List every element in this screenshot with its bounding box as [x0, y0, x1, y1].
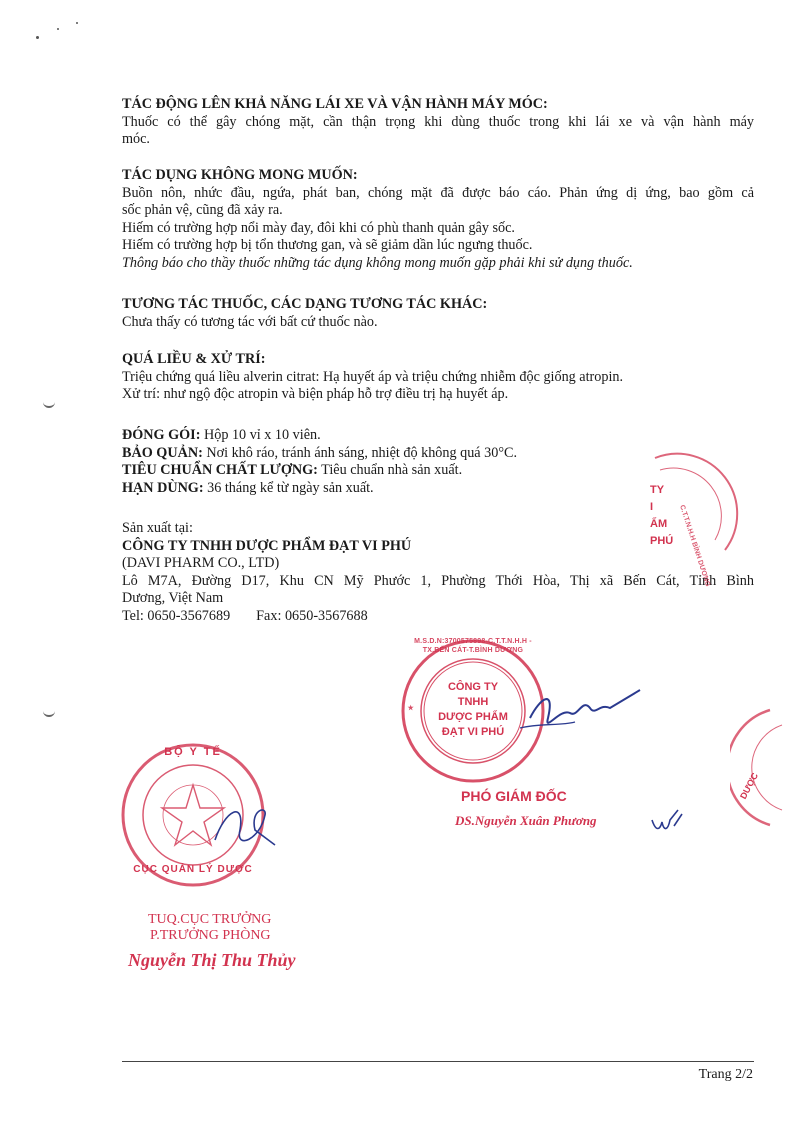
company-stamp-line: CÔNG TY — [447, 681, 499, 693]
section-interactions — [122, 296, 754, 331]
authority-line: P.TRƯỞNG PHÒNG — [150, 928, 271, 943]
company-stamp-line: DƯỢC PHẨM — [438, 711, 508, 723]
manufacturer-company: CÔNG TY TNHH DƯỢC PHẨM ĐẠT VI PHÚ — [122, 537, 412, 554]
standard-label: TIÊU CHUẨN CHẤT LƯỢNG: — [122, 462, 318, 478]
packing-label: ĐÓNG GÓI: — [122, 427, 201, 443]
section-title: TÁC ĐỘNG LÊN KHẢ NĂNG LÁI XE VÀ VẬN HÀNH MÁY MÓC: — [122, 96, 548, 112]
company-stamp-line: TNHH — [457, 696, 489, 708]
paragraph-line: Hiếm có trường hợp bị tổn thương gan, và sẽ giảm dần lúc ngưng thuốc. — [122, 237, 533, 253]
paragraph-line: Buồn nôn, nhức đầu, ngứa, phát ban, chóng mặt đã được báo cáo. Phản ứng dị ứng, bao gồm cả — [122, 184, 754, 201]
storage-label: BẢO QUẢN: — [122, 444, 203, 461]
punch-hole-mark — [43, 398, 55, 408]
ministry-signature — [205, 790, 285, 860]
section-title: TÁC DỤNG KHÔNG MONG MUỐN: — [122, 167, 358, 183]
footer-rule — [122, 1061, 754, 1062]
side-stamp-line: PHÚ — [650, 535, 674, 547]
expiry-value: 36 tháng kể từ ngày sản xuất. — [203, 479, 374, 496]
paragraph-line: móc. — [122, 131, 150, 147]
authority-block — [128, 912, 348, 970]
paragraph-line: Thuốc có thể gây chóng mặt, cần thận trọng khi dùng thuốc trong khi lái xe và vận hành máy — [122, 113, 754, 130]
company-stamp-ring-text: M.S.D.N:3700575898-C.T.T.N.H.H - TX.BẾN CÁT-T.BÌNH DƯƠNG — [414, 638, 532, 654]
storage-value: Nơi khô ráo, tránh ánh sáng, nhiệt độ không quá 30°C. — [202, 444, 518, 461]
edge-stamp-ring-text: DƯỢC — [738, 771, 761, 801]
section-driving — [122, 96, 754, 149]
side-company-stamp — [630, 440, 740, 588]
standard-value: Tiêu chuẩn nhà sản xuất. — [317, 462, 463, 478]
page-number: Trang 2/2 — [698, 1067, 753, 1082]
scan-dot — [57, 28, 59, 30]
paragraph-line: Chưa thấy có tương tác với bất cứ thuốc nào. — [122, 313, 378, 330]
paragraph-line: Xử trí: như ngộ độc atropin và biện pháp hỗ trợ điều trị hạ huyết áp. — [122, 386, 509, 402]
contact-row — [122, 608, 754, 626]
fax-number: Fax: 0650-3567688 — [256, 607, 368, 624]
company-stamp-line: ĐẠT VI PHÚ — [441, 726, 505, 738]
side-stamp-line: I — [650, 501, 654, 513]
section-title: QUÁ LIỀU & XỬ TRÍ: — [122, 351, 266, 367]
director-block — [455, 788, 655, 838]
scan-dot — [36, 36, 39, 39]
manufacturer-intro: Sản xuất tại: — [122, 520, 193, 536]
notice-line: Thông báo cho thầy thuốc những tác dụng không mong muốn gặp phải khi sử dụng thuốc. — [122, 254, 633, 271]
director-name: DS.Nguyễn Xuân Phương — [455, 813, 597, 828]
ministry-stamp-ring-text: BỘ Y TẾ — [164, 746, 222, 758]
scan-dot — [76, 22, 78, 24]
manufacturer-company-en: (DAVI PHARM CO., LTD) — [122, 555, 280, 571]
edge-stamp — [730, 700, 799, 830]
director-title: PHÓ GIÁM ĐỐC — [461, 788, 567, 804]
manufacturer-address: Lô M7A, Đường D17, Khu CN Mỹ Phước 1, Phường Thới Hòa, Thị xã Bến Cát, Tỉnh Bình — [122, 572, 754, 589]
packing-value: Hộp 10 vỉ x 10 viên. — [200, 427, 321, 443]
svg-text:★: ★ — [405, 703, 417, 713]
paragraph-line: Triệu chứng quá liều alverin citrat: Hạ huyết áp và triệu chứng nhiễm độc giống atropin. — [122, 368, 624, 385]
director-signature — [500, 678, 650, 748]
side-stamp-line: TY — [650, 484, 665, 496]
side-stamp-ring-text: C.T.T.N.H.H BÌNH DƯƠNG — [678, 504, 712, 588]
authority-name: Nguyễn Thị Thu Thủy — [128, 950, 296, 970]
section-side-effects — [122, 167, 754, 272]
stamp-seal-graphic — [730, 700, 799, 830]
side-stamp-text — [650, 482, 680, 550]
side-stamp-line: ẨM — [650, 518, 668, 530]
punch-hole-mark — [43, 707, 55, 717]
paragraph-line: sốc phản vệ, cũng đã xảy ra. — [122, 202, 283, 218]
tel-number: Tel: 0650-3567689 — [122, 607, 231, 624]
expiry-label: HẠN DÙNG: — [122, 479, 204, 496]
section-overdose — [122, 351, 754, 404]
paragraph-line: Hiếm có trường hợp nổi mày đay, đôi khi có phù thanh quản gây sốc. — [122, 219, 515, 236]
ministry-stamp-bottom-text: CỤC QUẢN LÝ DƯỢC — [133, 864, 253, 875]
manufacturer-address: Dương, Việt Nam — [122, 590, 224, 606]
section-title: TƯƠNG TÁC THUỐC, CÁC DẠNG TƯƠNG TÁC KHÁC: — [122, 296, 488, 312]
authority-line: TUQ.CỤC TRƯỞNG — [148, 912, 272, 927]
